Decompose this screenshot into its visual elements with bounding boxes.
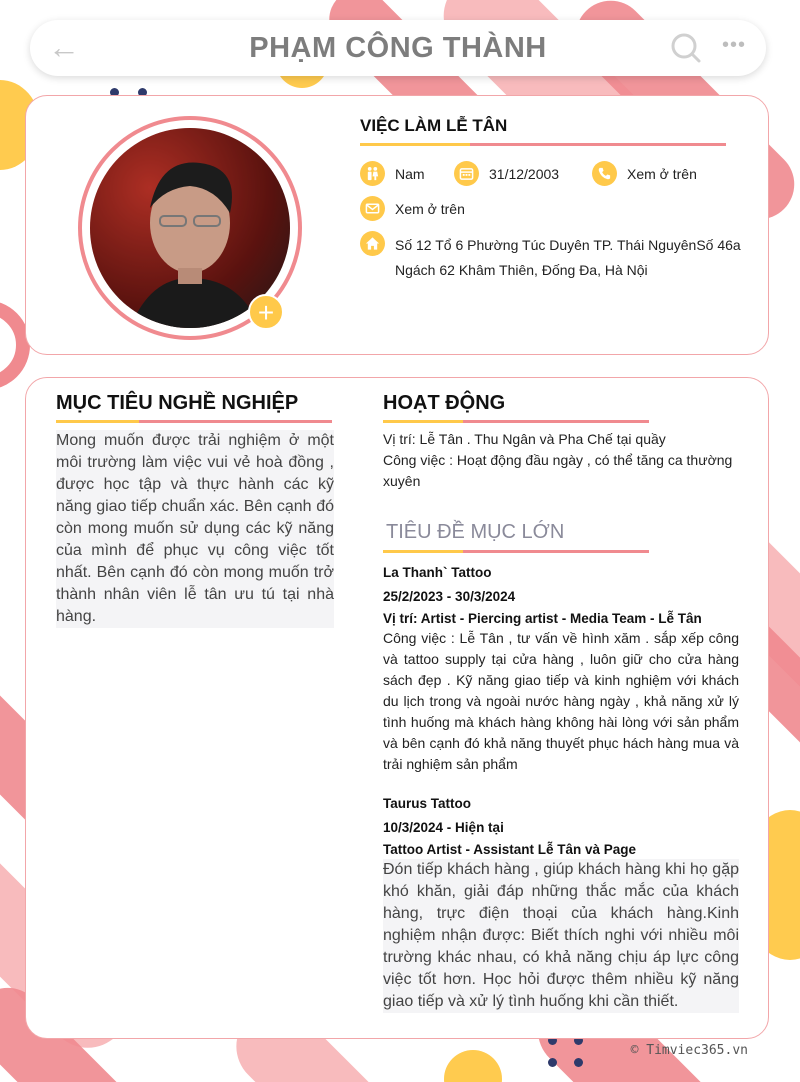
candidate-name: PHẠM CÔNG THÀNH xyxy=(249,32,547,64)
activity-underline xyxy=(383,420,649,423)
experience-underline xyxy=(383,550,649,553)
experience-company: La Thanh` Tattoo xyxy=(383,565,492,580)
title-underline xyxy=(360,143,726,146)
birthday-value: 31/12/2003 xyxy=(489,165,560,182)
job-title: VIỆC LÀM LỄ TÂN xyxy=(360,116,508,135)
experience-description: Công việc : Lễ Tân , tư vấn về hình xăm . sắp xếp công và tattoo supply tại cửa hàng , luôn giữ cho cửa hàng sách đẹp . Kỹ năng giao tiếp và kinh nghiệm với khách du lịch trong và ngoài nước hàng ngày , khả năng xử lý tình huống mà khách hàng không hài lòng với sản phẩm và bên cạnh đó khả năng thuyết phục hách hàng mua và trải nghiệm sản phẩm xyxy=(383,630,739,772)
activity-position: Vị trí: Lễ Tân . Thu Ngân và Pha Chế tại quầy xyxy=(383,431,666,447)
gender-row xyxy=(360,161,425,186)
gender-icon xyxy=(360,161,385,186)
activity-title: HOẠT ĐỘNG xyxy=(383,392,506,414)
envelope-icon xyxy=(360,196,385,221)
address-value: Số 12 Tổ 6 Phường Túc Duyên TP. Thái NguyênSố 46a Ngách 62 Khâm Thiên, Đống Đa, Hà Nội xyxy=(395,237,741,278)
objective-title: MỤC TIÊU NGHỀ NGHIỆP xyxy=(56,392,299,414)
home-icon xyxy=(360,231,385,256)
experience-description: Đón tiếp khách hàng , giúp khách hàng khi họ gặp khó khăn, giải đáp những thắc mắc của khách hàng, trực điện thoại của khách hàng.Kinh nghiệm nhận được: Biết thích nghi với nhiều môi trường khác nhau, có khả năng chịu áp lực công việc tốt hơn. Học hỏi được thêm nhiều kỹ năng giao tiếp và xử lý tình huống khi cần thiết. xyxy=(383,859,739,1013)
experience-company: Taurus Tattoo xyxy=(383,796,471,811)
experience-period: 10/3/2024 - Hiện tại xyxy=(383,820,504,835)
more-dots-icon[interactable]: ••• xyxy=(721,34,746,56)
watermark: © Timviec365.vn xyxy=(630,1043,748,1058)
phone-value: Xem ở trên xyxy=(627,165,697,182)
header-bar xyxy=(30,20,766,76)
experience-title: TIÊU ĐỀ MỤC LỚN xyxy=(386,521,565,543)
birthday-row xyxy=(454,161,559,186)
experience-position: Vị trí: Artist - Piercing artist - Media Team - Lễ Tân xyxy=(383,611,702,626)
address-row xyxy=(360,231,395,256)
experience-period: 25/2/2023 - 30/3/2024 xyxy=(383,589,516,604)
email-value: Xem ở trên xyxy=(395,200,465,217)
gender-value: Nam xyxy=(395,165,425,182)
calendar-icon xyxy=(454,161,479,186)
main-card xyxy=(25,377,769,1039)
phone-row xyxy=(592,161,697,186)
experience-position: Tattoo Artist - Assistant Lễ Tân và Page xyxy=(383,842,637,857)
objective-text: Mong muốn được trải nghiệm ở một môi trường làm việc vui vẻ hoà đồng , được học tập và thực hành các kỹ năng giao tiếp chuẩn xác. Bên cạnh đó còn mong muốn sử dụng các kỹ năng của mình để phục vụ công việc tốt nhất. Bên cạnh đó còn mong muốn trở thành nhân viên lễ tân ưu tú tại nhà hàng. xyxy=(56,430,334,628)
email-row xyxy=(360,196,465,221)
add-photo-button[interactable]: + xyxy=(248,294,284,330)
arrow-left-icon[interactable]: ← xyxy=(48,29,80,65)
search-icon[interactable] xyxy=(670,32,702,64)
profile-card xyxy=(25,95,769,355)
phone-icon xyxy=(592,161,617,186)
activity-work: Công việc : Hoạt động đầu ngày , có thể tăng ca thường xuyên xyxy=(383,452,733,489)
objective-underline xyxy=(56,420,332,423)
avatar-frame xyxy=(78,116,302,340)
